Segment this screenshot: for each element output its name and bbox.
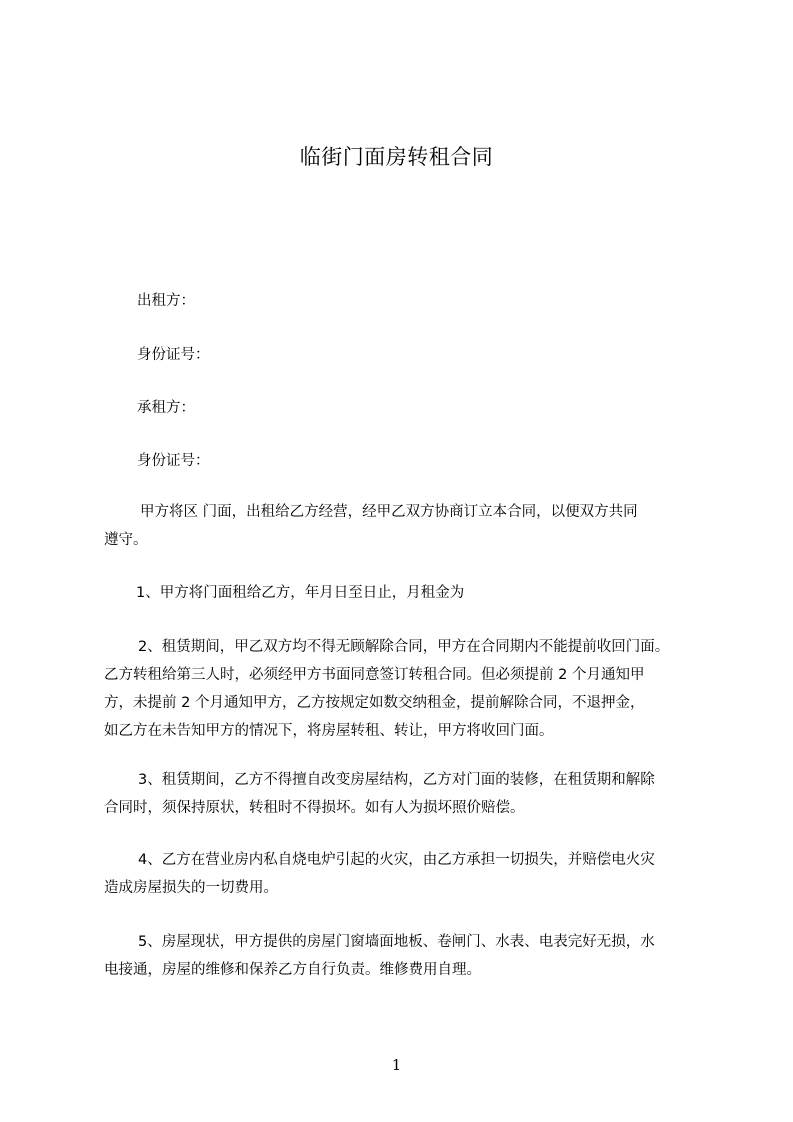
lessee-field: 承租方： [137, 400, 195, 416]
paragraph-line: 3、租赁期间，乙方不得擅自改变房屋结构，乙方对门面的装修，在租赁期和解除 [138, 772, 655, 788]
paragraph-line: 如乙方在未告知甲方的情况下，将房屋转租、转让，甲方将收回门面。 [104, 723, 554, 739]
paragraph-line: 4、乙方在营业房内私自烧电炉引起的火灾，由乙方承担一切损失，并赔偿电火灾 [138, 852, 655, 868]
paragraph-line: 甲方将区 门面，出租给乙方经营，经甲乙双方协商订立本合同，以便双方共同 [140, 504, 638, 520]
paragraph-line: 电接通，房屋的维修和保养乙方自行负责。维修费用自理。 [104, 962, 481, 978]
paragraph-clause-3 [104, 766, 704, 822]
lessee-id-field: 身份证号： [137, 453, 210, 469]
paragraph-intro [104, 498, 704, 554]
paragraph-line: 造成房屋损失的一切费用。 [104, 880, 278, 896]
paragraph-clause-2 [104, 633, 704, 745]
paragraph-line: 5、房屋现状，甲方提供的房屋门窗墙面地板、卷闸门、水表、电表完好无损，水 [138, 934, 655, 950]
lessor-field: 出租方： [137, 293, 195, 309]
paragraph-line: 2、租赁期间，甲乙双方均不得无顾解除合同，甲方在合同期内不能提前收回门面。 [138, 639, 670, 655]
paragraph-line: 遵守。 [104, 532, 148, 548]
paragraph-clause-4 [104, 846, 704, 902]
paragraph-line: 方，未提前 2 个月通知甲方，乙方按规定如数交纳租金，提前解除合同，不退押金， [104, 695, 645, 711]
paragraph-line: 1、甲方将门面租给乙方，年月日至日止，月租金为 [136, 585, 465, 601]
document-title: 临街门面房转租合同 [299, 145, 494, 169]
paragraph-line: 乙方转租给第三人时，必须经甲方书面同意签订转租合同。但必须提前 2 个月通知甲 [104, 667, 645, 683]
paragraph-line: 合同时，须保持原状，转租时不得损坏。如有人为损坏照价赔偿。 [104, 800, 525, 816]
page-number: 1 [391, 1056, 402, 1074]
lessor-id-field: 身份证号： [137, 347, 210, 363]
paragraph-clause-1 [104, 579, 704, 607]
paragraph-clause-5 [104, 928, 704, 984]
